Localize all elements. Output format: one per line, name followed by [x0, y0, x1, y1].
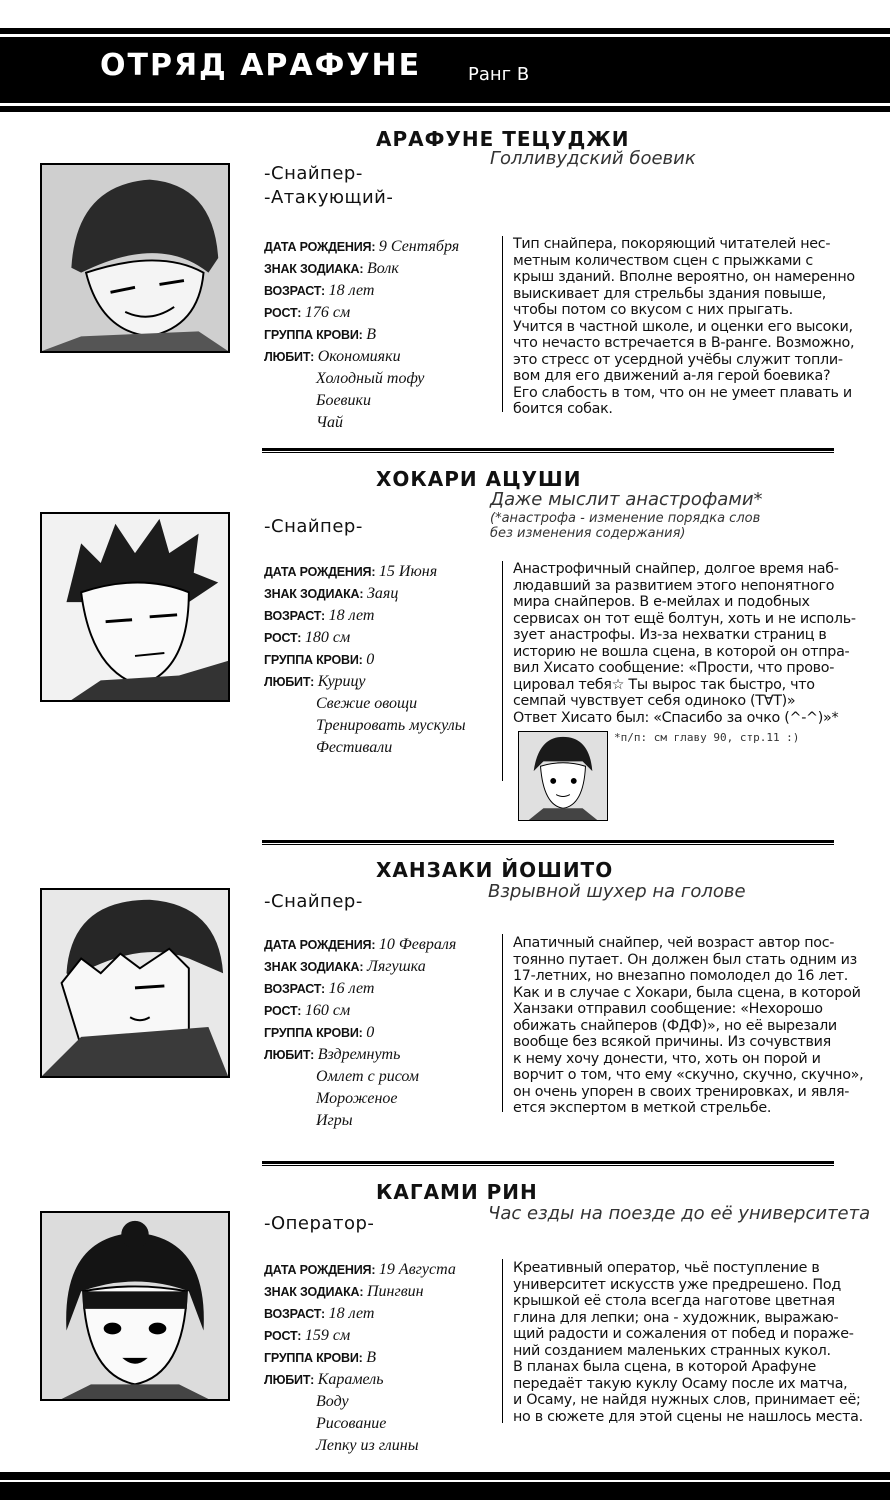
- stat-label: ВОЗРАСТ:: [264, 284, 325, 298]
- character-portrait: [40, 888, 230, 1078]
- stat-label: ГРУППА КРОВИ:: [264, 328, 363, 342]
- stat-age: 18 лет: [328, 282, 375, 299]
- description-line: чтобы потом со вкусом с них прыгать.: [513, 302, 793, 318]
- stat-label: ЛЮБИТ:: [264, 675, 315, 689]
- character-stats: [264, 561, 500, 759]
- description-line: цировал тебя☆ Ты вырос так быстро, что: [513, 676, 815, 693]
- stat-blood: B: [366, 1349, 377, 1366]
- stat-blood: 0: [366, 1024, 375, 1041]
- stat-like: Карамель: [317, 1371, 384, 1388]
- stat-label: ДАТА РОЖДЕНИЯ:: [264, 1263, 376, 1277]
- stat-height: 180 см: [304, 629, 351, 646]
- character-description: [513, 561, 889, 726]
- description-line: обижать снайперов (ФДФ)», но её вырезали: [513, 1017, 837, 1034]
- column-separator: [502, 934, 503, 1112]
- character-name: АРАФУНЕ ТЕЦУДЖИ: [376, 127, 630, 151]
- description-line: вообще без всякой причины. Из сочувствия: [513, 1034, 831, 1050]
- stat-age: 18 лет: [328, 607, 375, 624]
- description-line: глина для лепки; она - художник, выражаю-: [513, 1309, 839, 1326]
- stat-like: Окономияки: [317, 348, 401, 365]
- description-line: сервисах он тот ещё болтун, хоть и не исполь-: [513, 610, 856, 627]
- character-name: ХАНЗАКИ ЙОШИТО: [376, 858, 614, 882]
- description-line: крыш зданий. Вполне вероятно, он намеренно: [513, 269, 855, 285]
- description-line: Ответ Хисато был: «Спасибо за очко (^-^)»*: [513, 709, 839, 726]
- character-description: [513, 236, 889, 418]
- description-line: Его слабость в том, что он не умеет плавать и: [513, 384, 852, 401]
- portrait-illustration: [42, 890, 228, 1076]
- description-line: тоянно путает. Он должен был стать одним из: [513, 951, 857, 968]
- stat-label: ГРУППА КРОВИ:: [264, 653, 363, 667]
- character-description: [513, 935, 889, 1117]
- column-separator: [502, 236, 503, 412]
- stat-label: ЗНАК ЗОДИАКА:: [264, 960, 364, 974]
- stat-height: 159 см: [304, 1327, 351, 1344]
- description-line: Ханзаки отправил сообщение: «Нехорошо: [513, 1001, 823, 1017]
- description-line: вом для его движений а-ля герой боевика?: [513, 368, 831, 384]
- portrait-illustration: [42, 165, 228, 351]
- description-line: 17-летних, но внезапно помолодел до 16 лет.: [513, 968, 849, 984]
- stat-age: 16 лет: [328, 980, 375, 997]
- character-stats: [264, 236, 500, 434]
- character-stats: [264, 934, 500, 1132]
- stat-like: Тренировать мускулы: [316, 717, 466, 734]
- description-line: метным количеством сцен с прыжками с: [513, 252, 813, 269]
- stat-label: ДАТА РОЖДЕНИЯ:: [264, 240, 376, 254]
- description-line: историю не вошла сцена, в которой он отпра-: [513, 643, 850, 660]
- stat-height: 160 см: [304, 1002, 351, 1019]
- description-line: семпай чувствует себя одиноко (T∀T)»: [513, 693, 796, 709]
- stat-birthday: 19 Августа: [378, 1261, 456, 1278]
- description-line: крышкой её стола всегда наготове цветная: [513, 1293, 835, 1309]
- stat-birthday: 15 Июня: [378, 563, 438, 580]
- description-line: вил Хисато сообщение: «Прости, что прово-: [513, 660, 835, 676]
- stat-label: ЛЮБИТ:: [264, 1373, 315, 1387]
- description-line: В планах была сцена, в которой Арафуне: [513, 1359, 816, 1375]
- stat-label: РОСТ:: [264, 1329, 302, 1343]
- description-line: ний созданием маленьких странных кукол.: [513, 1342, 831, 1359]
- description-line: зует анастрофы. Из-за нехватки страниц в: [513, 627, 827, 643]
- section-divider: [262, 1161, 834, 1166]
- column-separator: [502, 1259, 503, 1423]
- stat-like: Курицу: [317, 673, 366, 690]
- character-portrait: [40, 512, 230, 702]
- description-line: что нечасто встречается в B-ранге. Возможно,: [513, 335, 855, 351]
- stat-like: Свежие овощи: [316, 695, 418, 712]
- translator-note: *п/п: см главу 90, стр.11 :): [614, 731, 800, 744]
- description-line: мира снайперов. В е-мейлах и подобных: [513, 594, 810, 610]
- stat-label: ВОЗРАСТ:: [264, 609, 325, 623]
- stat-birthday: 10 Февраля: [378, 936, 457, 953]
- stat-zodiac: Заяц: [366, 585, 399, 602]
- character-role: -Атакующий-: [264, 187, 394, 208]
- footnote-line: (*анастрофа - изменение порядка слов: [490, 511, 761, 526]
- stat-label: ВОЗРАСТ:: [264, 982, 325, 996]
- banner-stripe: [0, 103, 890, 106]
- column-separator: [502, 561, 503, 781]
- stat-zodiac: Лягушка: [366, 958, 426, 975]
- character-role: -Снайпер-: [264, 163, 363, 184]
- stat-age: 18 лет: [328, 1305, 375, 1322]
- stat-label: ДАТА РОЖДЕНИЯ:: [264, 565, 376, 579]
- stat-like: Омлет с рисом: [316, 1068, 419, 1085]
- description-line: университет искусств уже предрешено. Под: [513, 1276, 841, 1293]
- portrait-illustration: [42, 1213, 228, 1399]
- footnote-line: без изменения содержания): [490, 526, 686, 541]
- stat-like: Чай: [316, 414, 344, 431]
- squad-rank: Ранг B: [468, 64, 530, 85]
- stat-height: 176 см: [304, 304, 351, 321]
- description-line: Как и в случае с Хокари, была сцена, в которой: [513, 984, 861, 1001]
- description-line: к нему хочу донести, что, хоть он порой и: [513, 1050, 821, 1067]
- stat-birthday: 9 Сентября: [378, 238, 460, 255]
- stat-zodiac: Пингвин: [366, 1283, 424, 1300]
- stat-like: Мороженое: [316, 1090, 398, 1107]
- character-name: КАГАМИ РИН: [376, 1180, 538, 1204]
- character-role: -Снайпер-: [264, 891, 363, 912]
- thumbnail-illustration: [519, 732, 607, 820]
- page-title: ОТРЯД АРАФУНЕ: [100, 48, 422, 83]
- character-portrait: [40, 163, 230, 353]
- stat-like: Лепку из глины: [316, 1437, 419, 1454]
- stat-like: Боевики: [316, 392, 371, 409]
- section-divider: [262, 448, 834, 453]
- character-role: -Оператор-: [264, 1213, 375, 1234]
- stat-label: ВОЗРАСТ:: [264, 1307, 325, 1321]
- stat-like: Фестивали: [316, 739, 393, 756]
- footnote: [490, 511, 810, 541]
- description-line: передаёт такую куклу Осаму после их матча,: [513, 1375, 848, 1392]
- stat-label: ГРУППА КРОВИ:: [264, 1026, 363, 1040]
- stat-like: Рисование: [316, 1415, 387, 1432]
- banner-stripe: [0, 34, 890, 37]
- character-description: [513, 1260, 889, 1425]
- stat-label: РОСТ:: [264, 631, 302, 645]
- header-banner: [0, 28, 890, 112]
- description-line: Учится в частной школе, и оценки его высоки,: [513, 318, 853, 335]
- panel-thumbnail: [518, 731, 608, 821]
- character-tagline: Час езды на поезде до её университета: [488, 1203, 871, 1224]
- stat-label: РОСТ:: [264, 1004, 302, 1018]
- description-line: он очень упорен в своих тренировках, и явля-: [513, 1083, 850, 1100]
- stat-label: ЛЮБИТ:: [264, 350, 315, 364]
- description-line: это стресс от усердной учёбы служит топли-: [513, 351, 843, 368]
- description-line: ворчит о том, что ему «скучно, скучно, скучно»,: [513, 1067, 864, 1083]
- stat-label: ЗНАК ЗОДИАКА:: [264, 587, 364, 601]
- character-role: -Снайпер-: [264, 516, 363, 537]
- character-stats: [264, 1259, 500, 1457]
- footer-banner: [0, 1472, 890, 1500]
- description-line: Анастрофичный снайпер, долгое время наб-: [513, 561, 839, 577]
- stat-like: Вздремнуть: [317, 1046, 401, 1063]
- stat-label: ДАТА РОЖДЕНИЯ:: [264, 938, 376, 952]
- character-tagline: Даже мыслит анастрофами*: [490, 489, 763, 510]
- stat-like: Игры: [316, 1112, 353, 1129]
- description-line: Тип снайпера, покоряющий читателей нес-: [513, 236, 831, 252]
- stat-label: РОСТ:: [264, 306, 302, 320]
- stat-label: ЗНАК ЗОДИАКА:: [264, 1285, 364, 1299]
- stat-label: ЗНАК ЗОДИАКА:: [264, 262, 364, 276]
- description-line: щий радости и сожаления от побед и пораже-: [513, 1326, 854, 1342]
- section-divider: [262, 840, 834, 845]
- description-line: ется экспертом в меткой стрельбе.: [513, 1100, 772, 1116]
- character-tagline: Голливудский боевик: [490, 148, 696, 169]
- stat-blood: B: [366, 326, 377, 343]
- stat-label: ЛЮБИТ:: [264, 1048, 315, 1062]
- description-line: Апатичный снайпер, чей возраст автор пос-: [513, 935, 835, 951]
- description-line: Креативный оператор, чьё поступление в: [513, 1260, 820, 1276]
- description-line: людавший за развитием этого непонятного: [513, 577, 835, 594]
- stat-label: ГРУППА КРОВИ:: [264, 1351, 363, 1365]
- character-portrait: [40, 1211, 230, 1401]
- portrait-illustration: [42, 514, 228, 700]
- character-tagline: Взрывной шухер на голове: [488, 881, 746, 902]
- description-line: боится собак.: [513, 401, 613, 417]
- description-line: но в сюжете для этой сцены не нашлось места.: [513, 1408, 863, 1425]
- character-name: ХОКАРИ АЦУШИ: [376, 467, 582, 491]
- description-line: выискивает для стрельбы здания повыше,: [513, 285, 826, 302]
- footer-stripe: [0, 1480, 890, 1482]
- stat-like: Воду: [316, 1393, 349, 1410]
- stat-zodiac: Волк: [366, 260, 399, 277]
- description-line: и Осаму, не найдя нужных слов, принимает её;: [513, 1392, 861, 1408]
- stat-blood: 0: [366, 651, 375, 668]
- stat-like: Холодный тофу: [316, 370, 425, 387]
